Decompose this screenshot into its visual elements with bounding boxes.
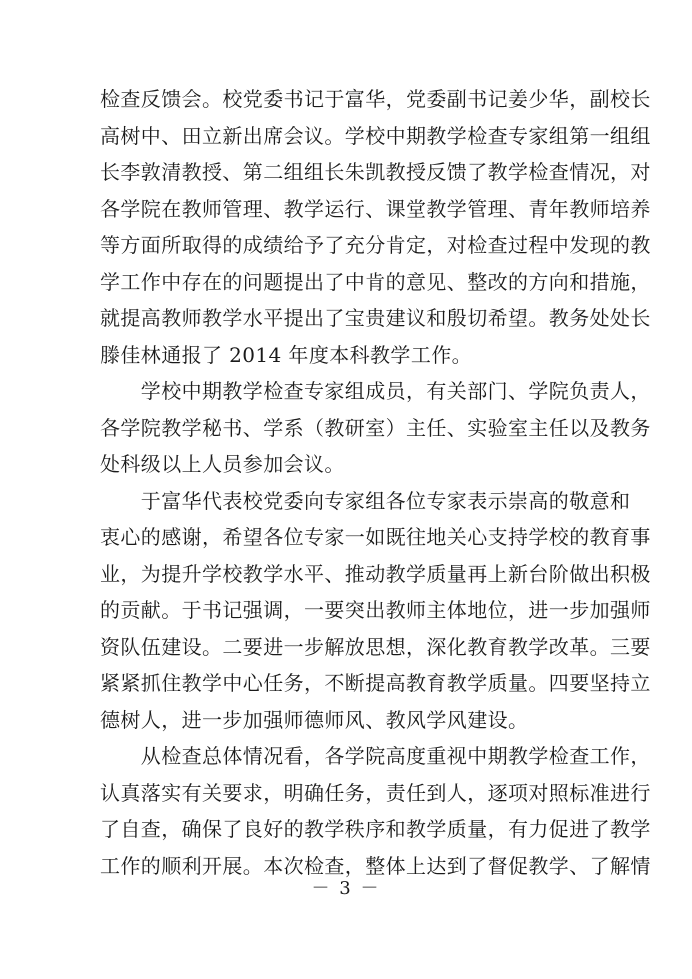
text-line: 各学院在教师管理、教学运行、课堂教学管理、青年教师培养 — [100, 196, 651, 221]
text-line: 检查反馈会。校党委书记于富华，党委副书记姜少华，副校长 — [100, 87, 651, 111]
text-line: 从检查总体情况看，各学院高度重视中期教学检查工作， — [100, 744, 651, 768]
text-line: 学工作中存在的问题提出了中肯的意见、整改的方向和措施， — [100, 269, 651, 294]
text-line: 德树人，进一步加强师德师风、教风学风建设。 — [100, 707, 529, 732]
text-line: 紧紧抓住教学中心任务，不断提高教育教学质量。四要坚持立 — [100, 671, 651, 695]
text-line: 于富华代表校党委向专家组各位专家表示崇高的敬意和 — [100, 488, 631, 513]
body-text — [100, 81, 651, 884]
text-line: 各学院教学秘书、学系（教研室）主任、实验室主任以及教务 — [100, 415, 651, 440]
text-line: 工作的顺利开展。本次检查，整体上达到了督促教学、了解情 — [100, 853, 651, 878]
text-line: 等方面所取得的成绩给予了充分肯定，对检查过程中发现的教 — [100, 233, 651, 257]
text-line: 资队伍建设。二要进一步解放思想，深化教育教学改革。三要 — [100, 634, 651, 659]
text-line: 高树中、田立新出席会议。学校中期教学检查专家组第一组组 — [100, 123, 651, 148]
text-line: 滕佳林通报了 2014 年度本科教学工作。 — [100, 342, 473, 367]
text-line: 处科级以上人员参加会议。 — [100, 452, 345, 476]
text-line: 认真落实有关要求，明确任务，责任到人，逐项对照标准进行 — [100, 780, 651, 805]
page-number: － 3 － — [311, 878, 381, 899]
text-line: 业，为提升学校教学水平、推动教学质量再上新台阶做出积极 — [100, 561, 651, 586]
text-line: 长李敦清教授、第二组组长朱凯教授反馈了教学检查情况，对 — [100, 160, 651, 184]
text-line: 就提高教师教学水平提出了宝贵建议和殷切希望。教务处处长 — [100, 306, 651, 330]
text-line: 学校中期教学检查专家组成员，有关部门、学院负责人， — [100, 379, 651, 403]
text-line: 衷心的感谢，希望各位专家一如既往地关心支持学校的教育事 — [100, 525, 651, 549]
text-line: 的贡献。于书记强调，一要突出教师主体地位，进一步加强师 — [100, 598, 651, 622]
text-line: 了自查，确保了良好的教学秩序和教学质量，有力促进了教学 — [100, 817, 651, 841]
